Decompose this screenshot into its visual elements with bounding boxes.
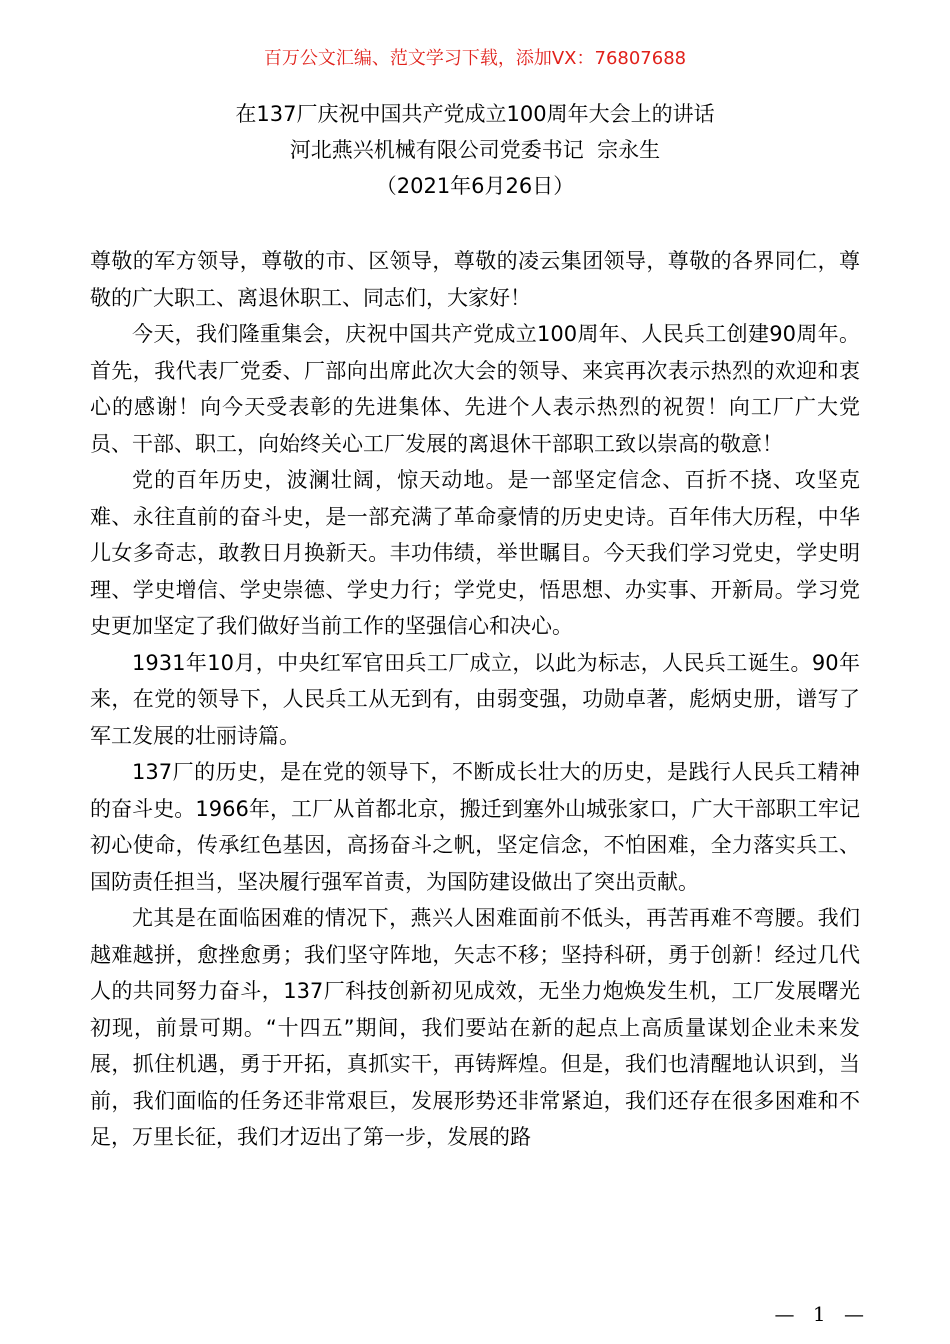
paragraph-party-history: 党的百年历史，波澜壮阔，惊天动地。是一部坚定信念、百折不挠、攻坚克难、永往直前的奋斗史，是一部充满了革命豪情的历史史诗。百年伟大历程，中华儿女多奇志，敢教日月换新天。丰功伟绩，举世瞩目。今天我们学习党史，学史明理、学史增信、学史崇德、学史力行；学党史，悟思想、办实事、开新局。学习党史更加坚定了我们做好当前工作的坚强信心和决心。 <box>90 468 860 638</box>
speaker-line: 河北燕兴机械有限公司党委书记 宗永生 <box>289 138 661 162</box>
speech-body <box>90 243 860 1156</box>
promo-banner: 百万公文汇编、范文学习下载，添加VX：76807688 <box>263 48 687 69</box>
paragraph-ordnance-history: 1931年10月，中央红军官田兵工厂成立，以此为标志，人民兵工诞生。90年来，在党的领导下，人民兵工从无到有，由弱变强，功勋卓著，彪炳史册，谱写了军工发展的壮丽诗篇。 <box>90 650 860 748</box>
speech-title: 在137厂庆祝中国共产党成立100周年大会上的讲话 <box>235 102 715 126</box>
paragraph-factory-history: 137厂的历史，是在党的领导下，不断成长壮大的历史，是践行人民兵工精神的奋斗史。1966年，工厂从首都北京，搬迁到塞外山城张家口，广大干部职工牢记初心使命，传承红色基因，高扬奋斗之帆，坚定信念，不怕困难，全力落实兵工、国防责任担当，坚决履行强军首责，为国防建设做出了突出贡献。 <box>90 760 860 894</box>
speech-date: （2021年6月26日） <box>375 174 575 198</box>
title-block <box>0 96 950 204</box>
paragraph-challenges: 尤其是在面临困难的情况下，燕兴人困难面前不低头，再苦再难不弯腰。我们越难越拼，愈挫愈勇；我们坚守阵地，矢志不移；坚持科研，勇于创新！经过几代人的共同努力奋斗，137厂科技创新初见成效，无坐力炮焕发生机，工厂发展曙光初现，前景可期。“十四五”期间，我们要站在新的起点上高质量谋划企业未来发展，抓住机遇，勇于开拓，真抓实干，再铸辉煌。但是，我们也清醒地认识到，当前，我们面临的任务还非常艰巨，发展形势还非常紧迫，我们还存在很多困难和不足，万里长征，我们才迈出了第一步，发展的路 <box>90 906 860 1149</box>
paragraph-greeting: 尊敬的军方领导，尊敬的市、区领导，尊敬的凌云集团领导，尊敬的各界同仁，尊敬的广大职工、离退休职工、同志们，大家好！ <box>90 249 860 310</box>
page-number: — 1 — <box>774 1302 870 1326</box>
paragraph-opening: 今天，我们隆重集会，庆祝中国共产党成立100周年、人民兵工创建90周年。首先，我代表厂党委、厂部向出席此次大会的领导、来宾再次表示热烈的欢迎和衷心的感谢！向今天受表彰的先进集体、先进个人表示热烈的祝贺！向工厂广大党员、干部、职工，向始终关心工厂发展的离退休干部职工致以崇高的敬意！ <box>90 322 860 456</box>
